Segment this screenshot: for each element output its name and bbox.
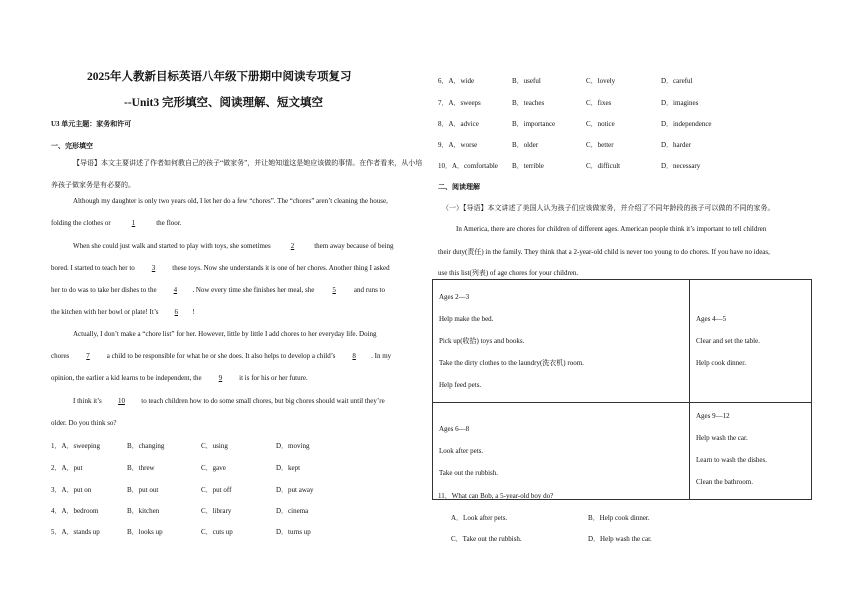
option-c: C．gave [201,464,226,472]
cloze-p2-line1 [73,242,394,250]
option-row-4 [51,506,309,516]
option-a: A．sweeping [61,442,100,450]
cloze-p3-line3 [51,374,308,382]
blank-9: 9 [218,374,223,382]
option-a: A．put [61,464,83,472]
table-cell-ages-6-8 [433,403,690,500]
option-d: D．imagines [661,99,699,107]
option-b: B．looks up [127,528,163,536]
option-c: C．difficult [586,162,621,170]
question-11-option-d: D．Help wash the car. [588,535,652,543]
option-c: C．cuts up [201,528,233,536]
chore-item: Learn to wash the dishes. [696,456,767,464]
cloze-p2-line3 [51,286,385,294]
age-heading: Ages 4—5 [696,315,727,323]
cloze-text: . In my [371,352,392,360]
blank-6: 6 [174,308,178,316]
option-b: B．importance [512,120,556,128]
option-c: C．fixes [586,99,612,107]
unit-topic: U3 单元主题：家务和许可 [51,120,132,128]
option-b: B．kitchen [127,507,160,515]
option-number: 9． [438,141,449,149]
option-a: A．put on [61,486,92,494]
option-a: A．advice [448,120,479,128]
option-b: B．put out [127,486,159,494]
question-11-option-b: B．Help cook dinner. [588,514,650,522]
question-11-option-c: C．Take out the rubbish. [451,535,522,543]
option-row-5 [51,527,311,537]
option-c: C．notice [586,120,615,128]
age-chores-table [432,279,812,500]
question-11: 11．What can Bob, a 5-year-old boy do? [438,492,554,500]
cloze-p3-line1: Actually, I don’t make a “chore list” for her. However, little by little I add chores to her everyday life. Doing [73,330,377,338]
chore-item: Take out the rubbish. [439,469,498,477]
age-heading: Ages 2—3 [439,293,470,301]
blank-1: 1 [131,219,136,227]
option-b: B．threw [127,464,155,472]
option-c: C．better [586,141,614,149]
blank-2: 2 [290,242,295,250]
chore-item: Help feed pets. [439,381,482,389]
option-a: A．comfortable [452,162,498,170]
option-row-9 [438,140,691,150]
option-d: D．put away [276,486,314,494]
table-cell-ages-4-5 [690,280,812,403]
cloze-p1-line2 [51,219,181,227]
option-number: 4． [51,507,62,515]
option-d: D．moving [276,442,310,450]
chore-item: Clear and set the table. [696,337,760,345]
option-b: B．useful [512,77,541,85]
cloze-p2-line2 [51,264,390,272]
chore-item: Take the dirty clothes to the laundry(洗衣机) room. [439,359,584,367]
option-number: 6． [438,77,449,85]
page-title-line1: 2025年人教新目标英语八年级下册期中阅读专项复习 [87,71,352,83]
cloze-text: it is for his or her future. [239,374,308,382]
option-number: 1． [51,442,62,450]
blank-3: 3 [151,264,156,272]
cloze-text: bored. I started to teach her to [51,264,135,272]
cloze-text: chores [51,352,70,360]
option-c: C．using [201,442,228,450]
cloze-text: folding the clothes or [51,219,111,227]
option-c: C．library [201,507,232,515]
option-row-6 [438,76,693,86]
cloze-text: the kitchen with her bowl or plate! It’s [51,308,159,316]
blank-10: 10 [118,397,126,405]
option-a: A．wide [448,77,475,85]
option-number: 3． [51,486,62,494]
option-d: D．independence [661,120,712,128]
chore-item: Pick up(收拾) toys and books. [439,337,525,345]
option-a: A．stands up [61,528,100,536]
option-row-10 [438,161,701,171]
option-b: B．terrible [512,162,544,170]
chore-item: Help wash the car. [696,434,748,442]
page-title-line2: --Unit3 完形填空、阅读理解、短文填空 [124,97,324,109]
option-b: B．older [512,141,539,149]
reading-intro: （一）【导语】本文讲述了美国人认为孩子们应该做家务，并介绍了不同年龄段的孩子可以做的不同的家务。 [442,204,775,212]
cloze-text: a child to be responsible for what he or she does. It also helps to develop a child’s [106,352,336,360]
blank-5: 5 [332,286,336,294]
option-row-3 [51,485,314,495]
cloze-text: and runs to [353,286,385,294]
option-number: 10． [438,162,452,170]
cloze-text: When she could just walk and started to play with toys, she sometimes [73,242,271,250]
option-b: B．changing [127,442,165,450]
cloze-text: to teach children how to do some small chores, but big chores should wait until they’re [141,397,385,405]
option-d: D．necessary [661,162,701,170]
option-d: D．kept [276,464,301,472]
cloze-text: . Now every time she finishes her meal, she [192,286,315,294]
section-heading-reading: 二、阅读理解 [438,183,480,191]
cloze-text: her to do was to take her dishes to the [51,286,157,294]
blank-7: 7 [86,352,90,360]
option-a: A．bedroom [61,507,99,515]
cloze-p1-line1: Although my daughter is only two years old, I let her do a few “chores”. The “chores” aren’t cleaning the house, [73,197,388,205]
option-d: D．turns up [276,528,311,536]
age-heading: Ages 9—12 [696,412,730,420]
question-11-option-a: A．Look after pets. [451,514,508,522]
cloze-text: the floor. [156,219,182,227]
cloze-intro: 【导语】本文主要讲述了作者如何教自己的孩子“做家务”，并让她知道这是她应该做的事情。在作者看来，从小培养孩子做家务是有必要的。 [51,159,423,189]
cloze-p4-line2: older. Do you think so? [51,419,117,427]
option-row-2 [51,463,301,473]
cloze-text: I think it’s [73,397,102,405]
option-d: D．cinema [276,507,309,515]
option-number: 8． [438,120,449,128]
blank-4: 4 [173,286,178,294]
option-row-7 [438,98,699,108]
chore-item: Look after pets. [439,447,484,455]
option-number: 2． [51,464,62,472]
chore-item: Help cook dinner. [696,359,746,367]
option-a: A．sweeps [448,99,481,107]
table-cell-ages-9-12 [690,403,812,500]
option-a: A．worse [448,141,478,149]
option-c: C．put off [201,486,232,494]
reading-p1-line3: use this list(列表) of age chores for your children. [438,269,579,277]
chore-item: Help make the bed. [439,315,494,323]
cloze-text: these toys. Now she understands it is one of her chores. Another thing I asked [172,264,390,272]
option-d: D．careful [661,77,693,85]
cloze-text: opinion, the earlier a kid learns to be independent, the [51,374,202,382]
cloze-p2-line4 [51,308,195,316]
age-heading: Ages 6—8 [439,425,470,433]
cloze-p3-line2 [51,352,391,360]
cloze-text: them away because of being [314,242,394,250]
reading-p1-line2: their duty(责任) in the family. They think that a 2-year-old child is never too young to do chores. If you have no ideas, [438,248,770,256]
option-b: B．teaches [512,99,545,107]
reading-p1-line1: In America, there are chores for children of different ages. American people think it’s important to tell children [456,225,767,233]
table-cell-ages-2-3 [433,280,690,403]
option-row-1 [51,441,310,451]
cloze-p4-line1 [73,397,385,405]
option-d: D．harder [661,141,691,149]
blank-8: 8 [352,352,356,360]
option-row-8 [438,119,712,129]
cloze-text: ! [192,308,195,316]
section-heading-cloze: 一、完形填空 [51,142,93,150]
option-number: 7． [438,99,449,107]
chore-item: Clean the bathroom. [696,478,753,486]
option-c: C．lovely [586,77,616,85]
option-number: 5． [51,528,62,536]
